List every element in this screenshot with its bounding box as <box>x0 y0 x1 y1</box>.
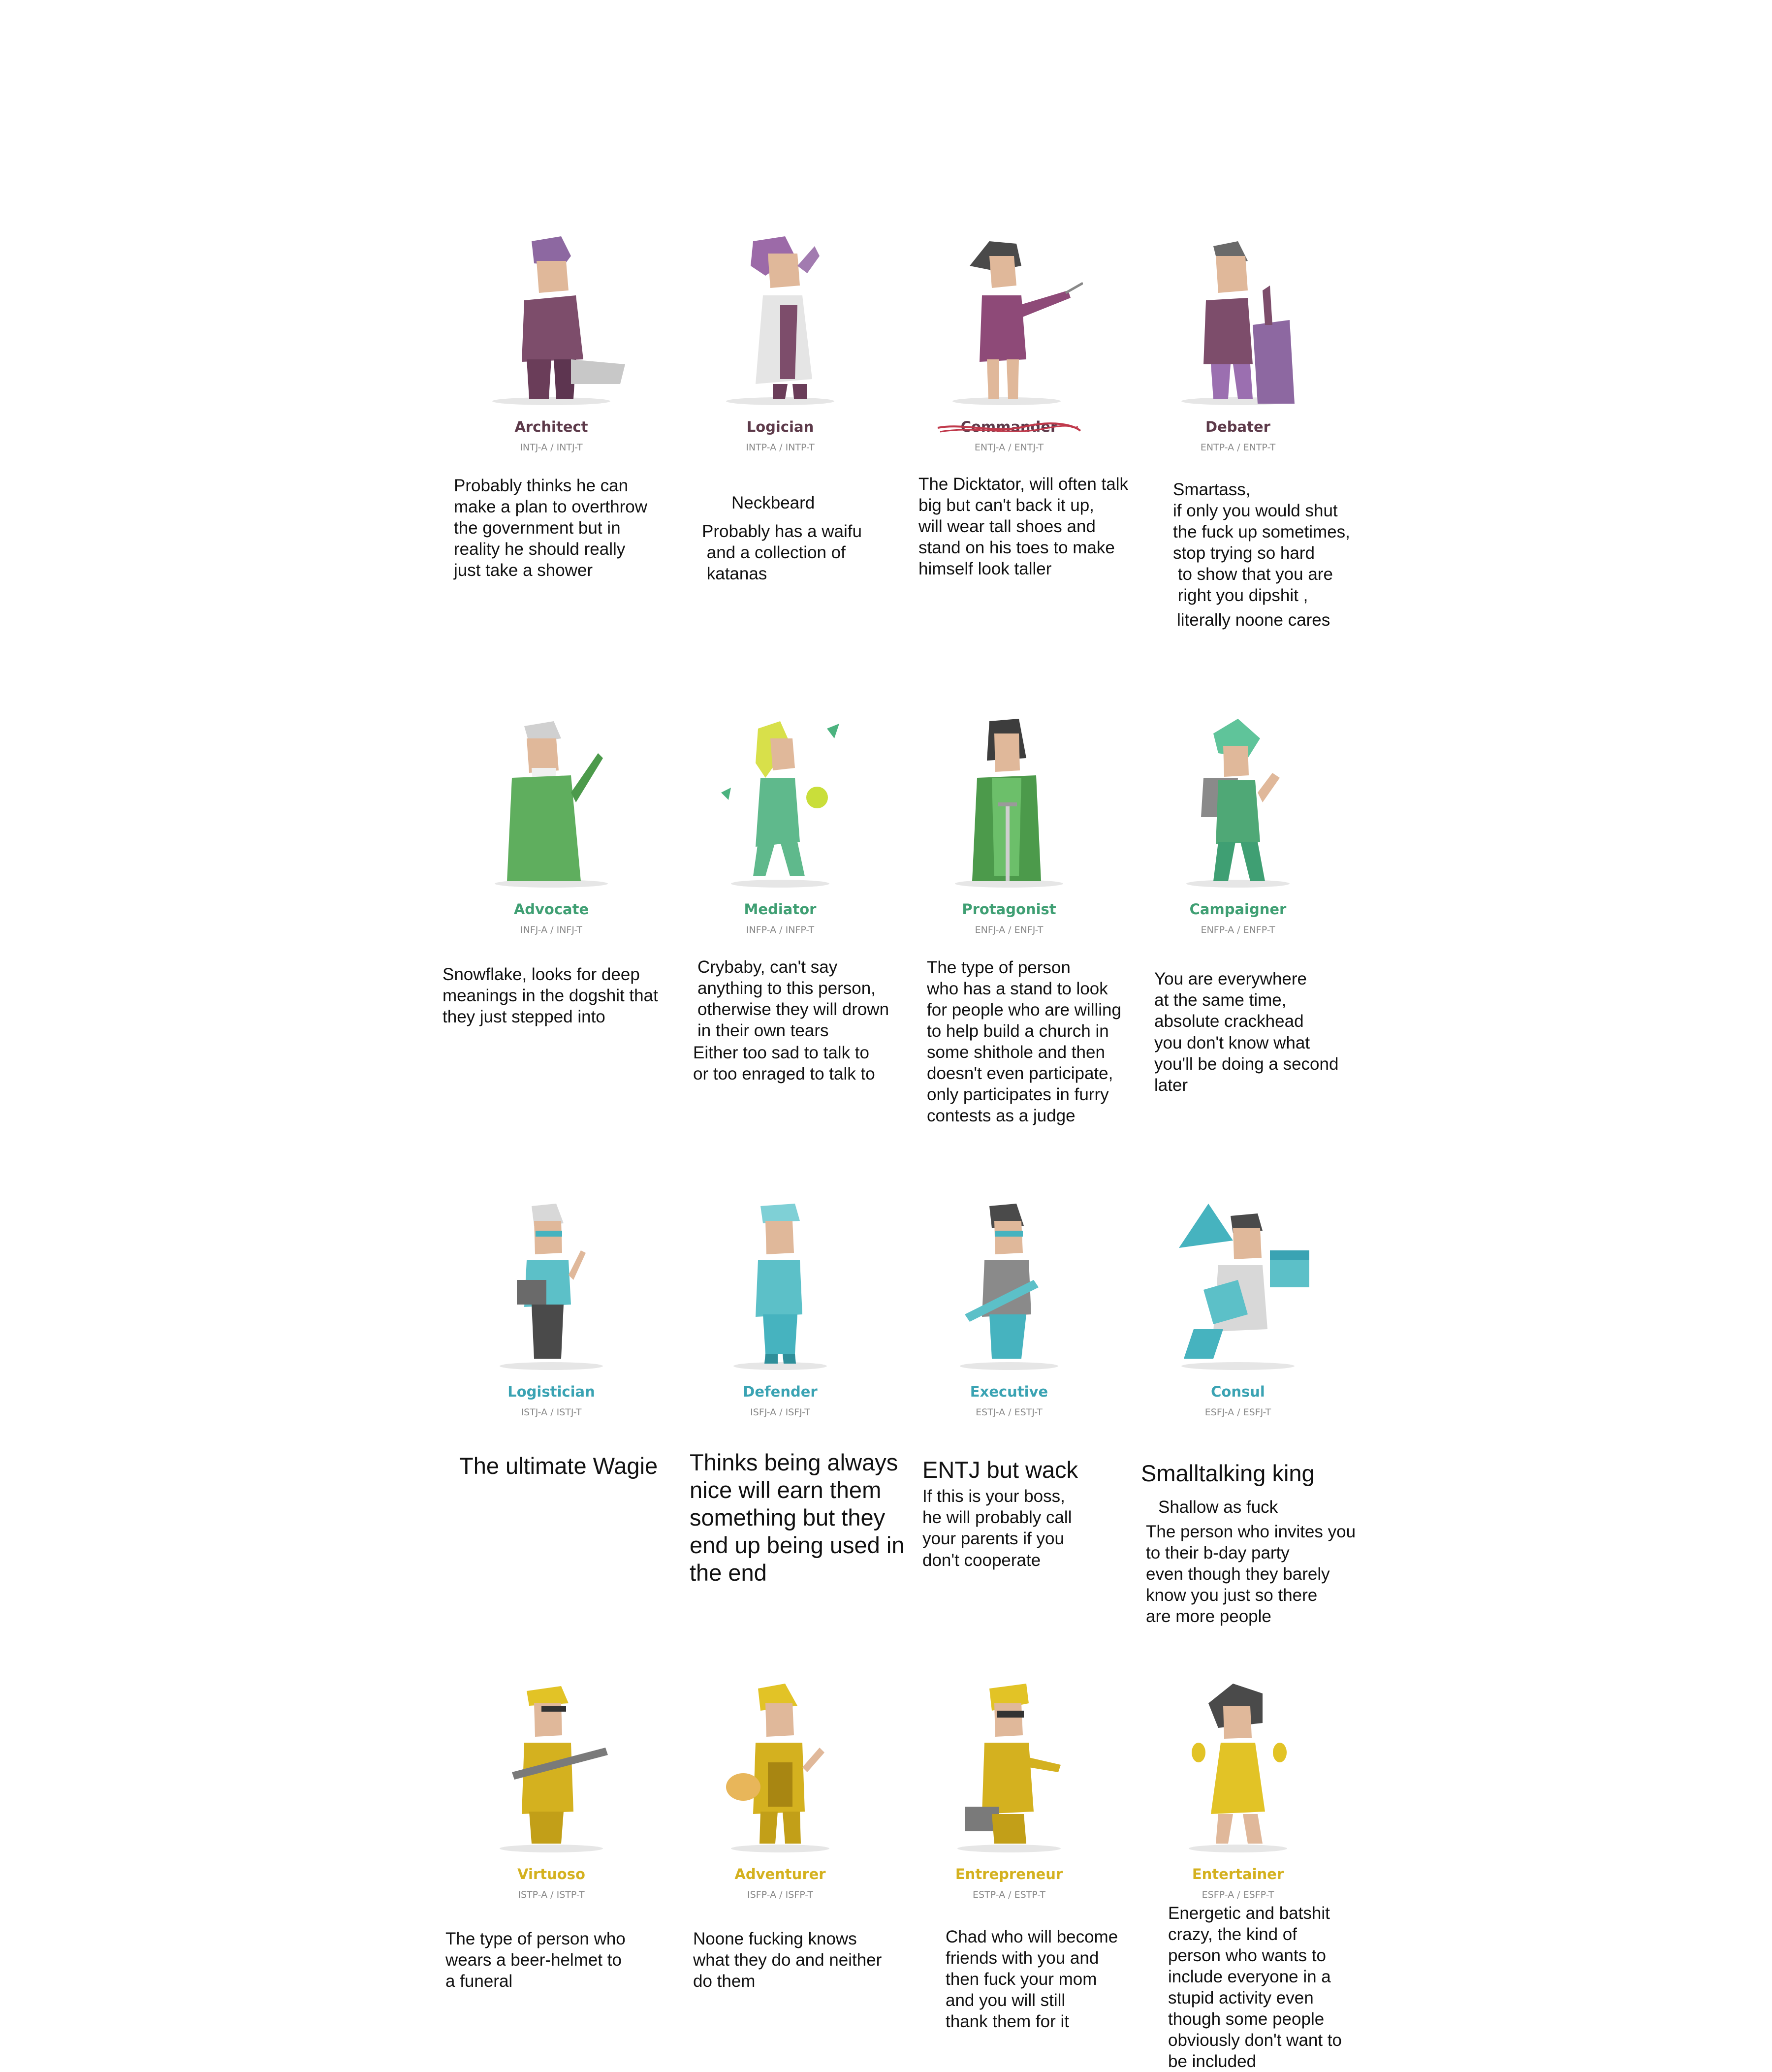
note-protagonist: The type of person who has a stand to look for people who are willing to help build a church in some shithole and then doesn't even participate, only participates in furry contests as a judge <box>927 958 1121 1125</box>
type-name: Logician <box>746 418 814 435</box>
type-code: INFJ-A / INFJ-T <box>520 924 582 935</box>
note-mediator-1: Crybaby, can't say anything to this person, otherwise they will drown in their own tears <box>697 957 889 1040</box>
type-code: ENTP-A / ENTP-T <box>1200 442 1276 453</box>
note-logician-1: Neckbeard <box>731 493 815 512</box>
type-code: ENFJ-A / ENFJ-T <box>975 924 1044 935</box>
type-code: ISFJ-A / ISFJ-T <box>750 1407 810 1418</box>
advocate-figure-icon <box>477 719 625 896</box>
virtuoso-figure-icon <box>477 1684 625 1861</box>
note-consul-1: Smalltalking king <box>1141 1460 1315 1486</box>
note-adventurer: Noone fucking knows what they do and neither do them <box>693 1929 882 1991</box>
note-executive-3: don't cooperate <box>922 1551 1041 1570</box>
type-name: Entertainer <box>1192 1866 1284 1882</box>
note-commander: The Dicktator, will often talk big but can't back it up, will wear tall shoes and stand on his toes to make himself look taller <box>918 475 1128 578</box>
note-logician-2: Probably has a waifu and a collection of katanas <box>702 522 862 583</box>
note-executive-1: ENTJ but wack <box>922 1457 1078 1483</box>
entertainer-figure-icon <box>1164 1684 1312 1861</box>
note-debater-2: literally noone cares <box>1177 610 1330 630</box>
defender-figure-icon <box>706 1201 854 1378</box>
type-code: INTJ-A / INTJ-T <box>520 442 583 453</box>
type-code: ESFP-A / ESFP-T <box>1202 1889 1274 1900</box>
type-code: ESFJ-A / ESFJ-T <box>1204 1407 1271 1418</box>
type-code: INFP-A / INFP-T <box>746 924 815 935</box>
type-code: ISFP-A / ISFP-T <box>747 1889 813 1900</box>
note-defender: Thinks being always nice will earn them something but they end up being used in the end <box>690 1449 905 1586</box>
type-name: Adventurer <box>734 1866 826 1882</box>
note-debater-1: Smartass, if only you would shut the fuck up sometimes, stop trying so hard to show that you are right you dipshit , <box>1173 480 1350 605</box>
type-code: INTP-A / INTP-T <box>746 442 815 453</box>
campaigner-figure-icon <box>1164 719 1312 896</box>
type-name: Entrepreneur <box>955 1866 1063 1882</box>
type-name: Virtuoso <box>517 1866 585 1882</box>
type-name: Protagonist <box>962 901 1056 918</box>
note-virtuoso: The type of person who wears a beer-helmet to a funeral <box>445 1929 626 1991</box>
note-entrepreneur: Chad who will become friends with you and then fuck your mom and you will still thank them for it <box>946 1927 1118 2031</box>
type-code: ENTJ-A / ENTJ-T <box>974 442 1044 453</box>
mediator-figure-icon <box>706 719 854 896</box>
logician-figure-icon <box>706 236 854 414</box>
type-name: Defender <box>743 1383 818 1400</box>
type-name: Campaigner <box>1189 901 1287 918</box>
adventurer-figure-icon <box>706 1684 854 1861</box>
note-consul-3: The person who invites you to their b-day party even though they barely know you just so there are more people <box>1146 1522 1356 1626</box>
type-code: ENFP-A / ENFP-T <box>1201 924 1275 935</box>
note-executive-2: If this is your boss, he will probably call your parents if you <box>922 1487 1072 1548</box>
type-code: ISTJ-A / ISTJ-T <box>521 1407 582 1418</box>
type-name: Executive <box>970 1383 1048 1400</box>
logistician-figure-icon <box>477 1201 625 1378</box>
note-campaigner-2: you don't know what you'll be doing a second later <box>1154 1033 1339 1095</box>
type-name: Architect <box>514 418 588 435</box>
type-name: Commander <box>960 418 1058 435</box>
note-logistician: The ultimate Wagie <box>459 1453 658 1479</box>
note-campaigner-1: You are everywhere at the same time, absolute crackhead <box>1154 969 1307 1031</box>
note-architect: Probably thinks he can make a plan to overthrow the government but in reality he should really just take a shower <box>454 476 647 580</box>
executive-figure-icon <box>935 1201 1083 1378</box>
entrepreneur-figure-icon <box>935 1684 1083 1861</box>
note-entertainer: Energetic and batshit crazy, the kind of person who wants to include everyone in a stupid activity even though some people obviously don't want to be included <box>1168 1904 1342 2071</box>
commander-figure-icon <box>935 236 1083 414</box>
type-name: Debater <box>1205 418 1270 435</box>
type-name: Mediator <box>744 901 817 918</box>
note-consul-2: Shallow as fuck <box>1158 1498 1278 1517</box>
type-code: ISTP-A / ISTP-T <box>518 1889 585 1900</box>
debater-figure-icon <box>1164 236 1312 414</box>
consul-figure-icon <box>1164 1201 1312 1378</box>
type-code: ESTJ-A / ESTJ-T <box>976 1407 1043 1418</box>
note-mediator-2: Either too sad to talk to or too enraged to talk to <box>693 1043 875 1084</box>
type-code: ESTP-A / ESTP-T <box>972 1889 1046 1900</box>
protagonist-figure-icon <box>935 719 1083 896</box>
type-name: Advocate <box>513 901 589 918</box>
note-advocate: Snowflake, looks for deep meanings in the dogshit that they just stepped into <box>443 965 658 1026</box>
architect-figure-icon <box>477 236 625 414</box>
type-name: Logistician <box>507 1383 595 1400</box>
type-name: Consul <box>1211 1383 1265 1400</box>
